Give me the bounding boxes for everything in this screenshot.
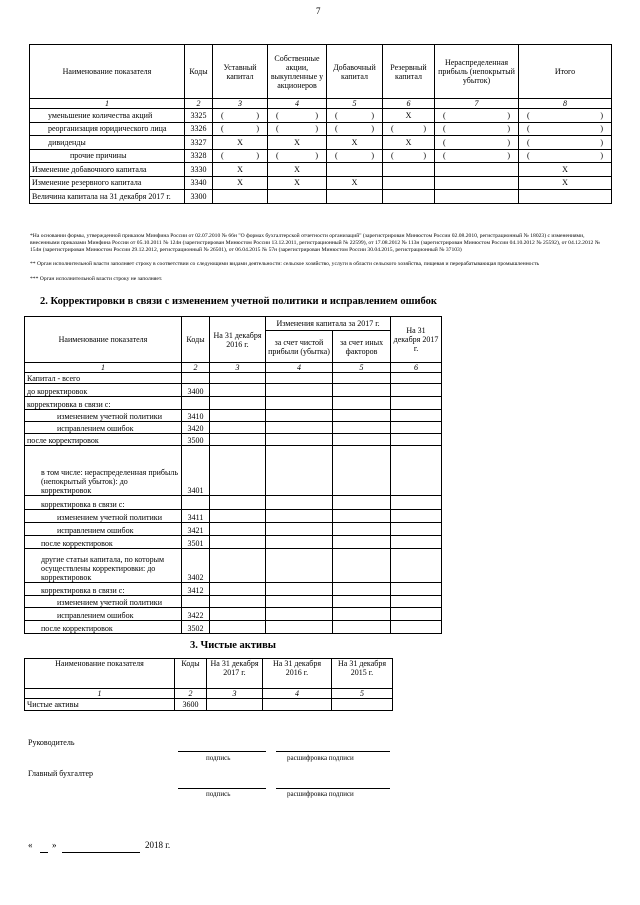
t1-colnum-3: 4 bbox=[268, 99, 327, 109]
t2-cell[interactable] bbox=[266, 422, 333, 434]
t1-row-code: 3300 bbox=[185, 190, 213, 204]
capital-changes-table bbox=[29, 44, 612, 204]
t2-row bbox=[25, 496, 442, 510]
t2-row bbox=[25, 397, 442, 410]
t2-cell[interactable] bbox=[266, 621, 333, 634]
t1-cell-parens[interactable]: ( ) bbox=[519, 149, 612, 163]
t2-row-label: изменением учетной политики bbox=[25, 410, 182, 422]
t2-header-code: Коды bbox=[182, 317, 210, 363]
t2-cell[interactable] bbox=[210, 384, 266, 397]
t2-row bbox=[25, 523, 442, 536]
t2-header-other: за счет иных факторов bbox=[333, 331, 391, 363]
t2-row-code: 3502 bbox=[182, 621, 210, 634]
t1-cell[interactable]: X bbox=[519, 176, 612, 190]
t1-row-code: 3340 bbox=[185, 176, 213, 190]
date-close-quote: » bbox=[52, 840, 57, 850]
t2-cell[interactable] bbox=[266, 596, 333, 608]
t2-cell[interactable] bbox=[391, 496, 442, 510]
t1-header-5: Резервный капитал bbox=[383, 45, 435, 99]
t1-header-6: Нераспределенная прибыль (непокрытый убыток) bbox=[435, 45, 519, 99]
t1-row-label: реорганизация юридического лица bbox=[30, 122, 185, 136]
t2-cell[interactable] bbox=[266, 384, 333, 397]
t3-row-code: 3600 bbox=[175, 699, 207, 711]
t2-cell[interactable] bbox=[210, 596, 266, 608]
t2-row bbox=[25, 596, 442, 608]
t3-header-2: На 31 декабря 2017 г. bbox=[207, 659, 263, 689]
t1-colnum-7: 8 bbox=[519, 99, 612, 109]
t2-row-code: 3400 bbox=[182, 384, 210, 397]
t2-cell[interactable] bbox=[333, 446, 391, 496]
t1-cell-parens[interactable]: ( ) bbox=[435, 109, 519, 123]
t2-cell[interactable] bbox=[333, 621, 391, 634]
t2-cell[interactable] bbox=[391, 523, 442, 536]
t2-cell[interactable] bbox=[391, 446, 442, 496]
t2-row bbox=[25, 510, 442, 523]
head-label: Руководитель bbox=[28, 738, 75, 747]
t1-cell[interactable] bbox=[383, 163, 435, 177]
t2-cell[interactable] bbox=[391, 583, 442, 596]
t1-row bbox=[30, 163, 612, 177]
t2-cell[interactable] bbox=[333, 434, 391, 446]
t1-cell-parens[interactable]: ( ) bbox=[519, 109, 612, 123]
t1-cell-parens[interactable]: ( ) bbox=[519, 136, 612, 150]
t2-colnum-4: 5 bbox=[333, 363, 391, 373]
t1-cell-parens[interactable]: ( ) bbox=[383, 122, 435, 136]
t2-row-label: корректировка в связи с: bbox=[25, 583, 182, 596]
t1-cell[interactable] bbox=[519, 190, 612, 204]
t2-row-label: изменением учетной политики bbox=[25, 510, 182, 523]
t1-row-label: прочие причины bbox=[30, 149, 185, 163]
t3-cell[interactable] bbox=[332, 699, 393, 711]
accountant-signature-caption: подпись bbox=[206, 790, 231, 798]
footnote-2: ** Орган исполнительной власти заполняет строку в соответствии со следующими видами деятельности: сельское хозяйство, услуги в области сельского хозяйства, пищевая и перерабатывающая промышленность bbox=[30, 261, 540, 267]
t1-header-7: Итого bbox=[519, 45, 612, 99]
t1-cell[interactable]: X bbox=[519, 163, 612, 177]
t2-row bbox=[25, 410, 442, 422]
t2-row-code: 3501 bbox=[182, 536, 210, 549]
t2-cell[interactable] bbox=[266, 446, 333, 496]
t1-cell[interactable] bbox=[435, 176, 519, 190]
t2-cell[interactable] bbox=[266, 496, 333, 510]
t1-cell-parens[interactable]: ( ) bbox=[327, 149, 383, 163]
t2-cell[interactable] bbox=[210, 446, 266, 496]
t2-row-label: изменением учетной политики bbox=[25, 596, 182, 608]
t1-cell-parens[interactable]: ( ) bbox=[268, 122, 327, 136]
t1-row bbox=[30, 190, 612, 204]
t1-cell-parens[interactable]: ( ) bbox=[435, 149, 519, 163]
t2-cell[interactable] bbox=[210, 510, 266, 523]
t1-colnum-0: 1 bbox=[30, 99, 185, 109]
t2-cell[interactable] bbox=[391, 621, 442, 634]
t2-row bbox=[25, 621, 442, 634]
t2-cell[interactable] bbox=[391, 596, 442, 608]
t1-cell-parens[interactable]: ( ) bbox=[519, 122, 612, 136]
t2-row-label: после корректировок bbox=[25, 621, 182, 634]
t2-row-code bbox=[182, 373, 210, 384]
t2-row-label: после корректировок bbox=[25, 536, 182, 549]
t1-cell-parens[interactable]: ( ) bbox=[213, 149, 268, 163]
t1-header-4: Добавочный капитал bbox=[327, 45, 383, 99]
t2-cell[interactable] bbox=[333, 384, 391, 397]
t2-cell[interactable] bbox=[333, 397, 391, 410]
t1-cell[interactable]: X bbox=[383, 109, 435, 123]
t2-row-label: корректировка в связи с: bbox=[25, 496, 182, 510]
t1-row bbox=[30, 109, 612, 123]
t3-header-1: Коды bbox=[175, 659, 207, 689]
date-open-quote: « bbox=[28, 840, 33, 850]
t2-row-code: 3402 bbox=[182, 549, 210, 583]
t1-row-label: дивиденды bbox=[30, 136, 185, 150]
t2-row-code: 3411 bbox=[182, 510, 210, 523]
t3-cell[interactable] bbox=[207, 699, 263, 711]
t2-cell[interactable] bbox=[333, 373, 391, 384]
t1-colnum-2: 3 bbox=[213, 99, 268, 109]
t2-row-label: исправлением ошибок bbox=[25, 608, 182, 621]
t1-row-code: 3325 bbox=[185, 109, 213, 123]
t1-row-code: 3326 bbox=[185, 122, 213, 136]
t2-row bbox=[25, 422, 442, 434]
t1-row bbox=[30, 122, 612, 136]
t1-cell-parens[interactable]: ( ) bbox=[268, 149, 327, 163]
t2-row-code: 3401 bbox=[182, 446, 210, 496]
net-assets-table bbox=[24, 658, 393, 711]
t2-cell[interactable] bbox=[266, 608, 333, 621]
t1-colnum-1: 2 bbox=[185, 99, 213, 109]
t3-colnum-1: 2 bbox=[175, 689, 207, 699]
t2-cell[interactable] bbox=[266, 373, 333, 384]
t2-header-name: Наименование показателя bbox=[25, 317, 182, 363]
t1-cell[interactable]: X bbox=[268, 176, 327, 190]
footnote-3: *** Орган исполнительной власти строку не заполняет. bbox=[30, 276, 163, 282]
t1-row-label: Изменение резервного капитала bbox=[30, 176, 185, 190]
t1-cell[interactable]: X bbox=[327, 136, 383, 150]
t2-cell[interactable] bbox=[333, 496, 391, 510]
t1-cell[interactable]: X bbox=[213, 136, 268, 150]
t1-cell[interactable] bbox=[213, 190, 268, 204]
t2-cell[interactable] bbox=[210, 434, 266, 446]
t2-cell[interactable] bbox=[333, 523, 391, 536]
t1-cell[interactable] bbox=[383, 176, 435, 190]
t2-colnum-5: 6 bbox=[391, 363, 442, 373]
t2-row-label: другие статьи капитала, по которым осуществлены корректировки: до корректировок bbox=[25, 549, 182, 583]
t2-row bbox=[25, 536, 442, 549]
t2-row-label: Капитал - всего bbox=[25, 373, 182, 384]
t2-cell[interactable] bbox=[266, 536, 333, 549]
t2-cell[interactable] bbox=[210, 496, 266, 510]
t1-cell[interactable]: X bbox=[268, 163, 327, 177]
t2-cell[interactable] bbox=[391, 384, 442, 397]
t2-cell[interactable] bbox=[391, 410, 442, 422]
t2-cell[interactable] bbox=[266, 397, 333, 410]
t3-colnum-0: 1 bbox=[25, 689, 175, 699]
t1-cell-parens[interactable]: ( ) bbox=[268, 109, 327, 123]
t2-colnum-2: 3 bbox=[210, 363, 266, 373]
t3-colnum-3: 4 bbox=[263, 689, 332, 699]
t2-cell[interactable] bbox=[266, 523, 333, 536]
t2-cell[interactable] bbox=[210, 621, 266, 634]
t3-row-label: Чистые активы bbox=[25, 699, 175, 711]
t2-cell[interactable] bbox=[266, 549, 333, 583]
t3-cell[interactable] bbox=[263, 699, 332, 711]
t2-row bbox=[25, 549, 442, 583]
t3-colnum-2: 3 bbox=[207, 689, 263, 699]
t1-row-code: 3328 bbox=[185, 149, 213, 163]
footnote-1: *На основании формы, утвержденной приказом Минфина России от 02.07.2010 № 66н "О формах бухгалтерской отчетности организаций" (зарегистрирован Минюстом России 02.08.2010, регистрационный № 18023) с изменениями, внесенными приказами Минфина России от 05.10.2011 № 124н (зарегистрирован Минюстом России 13.12.2011, регистрационный № 22599), от 17.08.2012 № 113н (зарегистрирован Минюстом России 04.10.2012 № 25592), от 04.12.2012 № 154н (зарегистрирован Минюстом России 29.12.2012, регистрационный № 26501), от 06.04.2015 № 57н (зарегистрирован Минюстом России 30.04.2015, регистрационный № 37103) bbox=[30, 233, 601, 253]
t1-row-label: Изменение добавочного капитала bbox=[30, 163, 185, 177]
t1-header-1: Коды bbox=[185, 45, 213, 99]
accountant-label: Главный бухгалтер bbox=[28, 769, 93, 778]
t1-cell[interactable]: X bbox=[268, 136, 327, 150]
t1-cell[interactable] bbox=[383, 190, 435, 204]
t1-cell-parens[interactable]: ( ) bbox=[213, 122, 268, 136]
t2-cell[interactable] bbox=[391, 549, 442, 583]
t2-cell[interactable] bbox=[391, 373, 442, 384]
t2-row bbox=[25, 384, 442, 397]
t2-cell[interactable] bbox=[391, 397, 442, 410]
t2-row-label: в том числе: нераспределенная прибыль (непокрытый убыток): до корректировок bbox=[25, 446, 182, 496]
t2-row-code: 3412 bbox=[182, 583, 210, 596]
t2-row-code: 3421 bbox=[182, 523, 210, 536]
t2-colnum-3: 4 bbox=[266, 363, 333, 373]
head-signature-line[interactable] bbox=[178, 751, 266, 752]
t2-row-label: исправлением ошибок bbox=[25, 422, 182, 434]
t1-header-2: Уставный капитал bbox=[213, 45, 268, 99]
t2-row-code bbox=[182, 397, 210, 410]
t2-cell[interactable] bbox=[391, 422, 442, 434]
t1-cell[interactable]: X bbox=[327, 176, 383, 190]
t2-row-code bbox=[182, 596, 210, 608]
t1-row bbox=[30, 176, 612, 190]
page-number: 7 bbox=[316, 6, 321, 16]
t3-row bbox=[25, 699, 393, 711]
t2-cell[interactable] bbox=[333, 422, 391, 434]
t1-cell[interactable] bbox=[435, 190, 519, 204]
t2-row-label: исправлением ошибок bbox=[25, 523, 182, 536]
t2-cell[interactable] bbox=[210, 410, 266, 422]
date-month-line[interactable] bbox=[62, 852, 140, 853]
t3-header-0: Наименование показателя bbox=[25, 659, 175, 689]
t1-cell-parens[interactable]: ( ) bbox=[435, 122, 519, 136]
t2-cell[interactable] bbox=[210, 549, 266, 583]
t1-cell[interactable] bbox=[327, 163, 383, 177]
accountant-decoding-line[interactable] bbox=[276, 788, 390, 789]
t2-cell[interactable] bbox=[333, 510, 391, 523]
t1-row-label: Величина капитала на 31 декабря 2017 г. bbox=[30, 190, 185, 204]
t3-colnum-4: 5 bbox=[332, 689, 393, 699]
t2-header-2016: На 31 декабря 2016 г. bbox=[210, 317, 266, 363]
t1-cell-parens[interactable]: ( ) bbox=[383, 149, 435, 163]
t1-colnum-6: 7 bbox=[435, 99, 519, 109]
accountant-decoding-caption: расшифровка подписи bbox=[287, 790, 354, 798]
head-decoding-line[interactable] bbox=[276, 751, 390, 752]
t2-cell[interactable] bbox=[333, 410, 391, 422]
t1-colnum-4: 5 bbox=[327, 99, 383, 109]
section-2-title: 2. Корректировки в связи с изменением учетной политики и исправлением ошибок bbox=[40, 296, 437, 307]
t1-row-label: уменьшение количества акций bbox=[30, 109, 185, 123]
t1-header-0: Наименование показателя bbox=[30, 45, 185, 99]
t2-row-label: до корректировок bbox=[25, 384, 182, 397]
t2-colnum-1: 2 bbox=[182, 363, 210, 373]
date-day-line[interactable] bbox=[40, 852, 48, 853]
t1-cell-parens[interactable]: ( ) bbox=[327, 122, 383, 136]
t1-row-code: 3330 bbox=[185, 163, 213, 177]
t2-cell[interactable] bbox=[391, 608, 442, 621]
t1-cell-parens[interactable]: ( ) bbox=[435, 136, 519, 150]
t1-cell[interactable] bbox=[268, 190, 327, 204]
t2-row bbox=[25, 608, 442, 621]
t2-cell[interactable] bbox=[333, 596, 391, 608]
head-decoding-caption: расшифровка подписи bbox=[287, 754, 354, 762]
t2-row-label: корректировка в связи с: bbox=[25, 397, 182, 410]
t2-colnum-0: 1 bbox=[25, 363, 182, 373]
t1-cell-parens[interactable]: ( ) bbox=[213, 109, 268, 123]
t2-cell[interactable] bbox=[210, 523, 266, 536]
t2-header-2017: На 31 декабря 2017 г. bbox=[391, 317, 442, 363]
t1-cell[interactable]: X bbox=[383, 136, 435, 150]
accountant-signature-line[interactable] bbox=[178, 788, 266, 789]
date-year: 2018 г. bbox=[145, 840, 171, 850]
t2-cell[interactable] bbox=[210, 583, 266, 596]
t2-row bbox=[25, 583, 442, 596]
t1-cell[interactable] bbox=[435, 163, 519, 177]
t2-row-code: 3410 bbox=[182, 410, 210, 422]
t1-row-code: 3327 bbox=[185, 136, 213, 150]
section-3-title: 3. Чистые активы bbox=[190, 640, 276, 651]
t2-cell[interactable] bbox=[210, 397, 266, 410]
t1-cell-parens[interactable]: ( ) bbox=[327, 109, 383, 123]
t2-cell[interactable] bbox=[210, 422, 266, 434]
t2-cell[interactable] bbox=[391, 434, 442, 446]
t2-row-code: 3422 bbox=[182, 608, 210, 621]
t2-cell[interactable] bbox=[210, 608, 266, 621]
t2-cell[interactable] bbox=[210, 373, 266, 384]
t2-row bbox=[25, 373, 442, 384]
t2-cell[interactable] bbox=[391, 536, 442, 549]
t2-header-change: Изменения капитала за 2017 г. bbox=[266, 317, 391, 331]
t1-header-3: Собственные акции, выкупленные у акционеров bbox=[268, 45, 327, 99]
t2-row-code: 3500 bbox=[182, 434, 210, 446]
t1-row bbox=[30, 149, 612, 163]
t2-cell[interactable] bbox=[333, 549, 391, 583]
t2-cell[interactable] bbox=[266, 410, 333, 422]
t2-row-label: после корректировок bbox=[25, 434, 182, 446]
t1-cell[interactable]: X bbox=[213, 163, 268, 177]
t1-cell[interactable] bbox=[327, 190, 383, 204]
t2-cell[interactable] bbox=[391, 510, 442, 523]
t2-cell[interactable] bbox=[210, 536, 266, 549]
head-signature-caption: подпись bbox=[206, 754, 231, 762]
t3-header-3: На 31 декабря 2016 г. bbox=[263, 659, 332, 689]
t2-cell[interactable] bbox=[266, 510, 333, 523]
t2-row bbox=[25, 434, 442, 446]
t1-row bbox=[30, 136, 612, 150]
t1-cell[interactable]: X bbox=[213, 176, 268, 190]
t2-header-net-profit: за счет чистой прибыли (убытка) bbox=[266, 331, 333, 363]
corrections-table bbox=[24, 316, 442, 634]
t2-cell[interactable] bbox=[266, 583, 333, 596]
t2-cell[interactable] bbox=[333, 608, 391, 621]
t2-cell[interactable] bbox=[333, 536, 391, 549]
t2-row bbox=[25, 446, 442, 496]
t3-header-4: На 31 декабря 2015 г. bbox=[332, 659, 393, 689]
t2-cell[interactable] bbox=[333, 583, 391, 596]
t1-colnum-5: 6 bbox=[383, 99, 435, 109]
t2-row-code: 3420 bbox=[182, 422, 210, 434]
t2-cell[interactable] bbox=[266, 434, 333, 446]
t2-row-code bbox=[182, 496, 210, 510]
